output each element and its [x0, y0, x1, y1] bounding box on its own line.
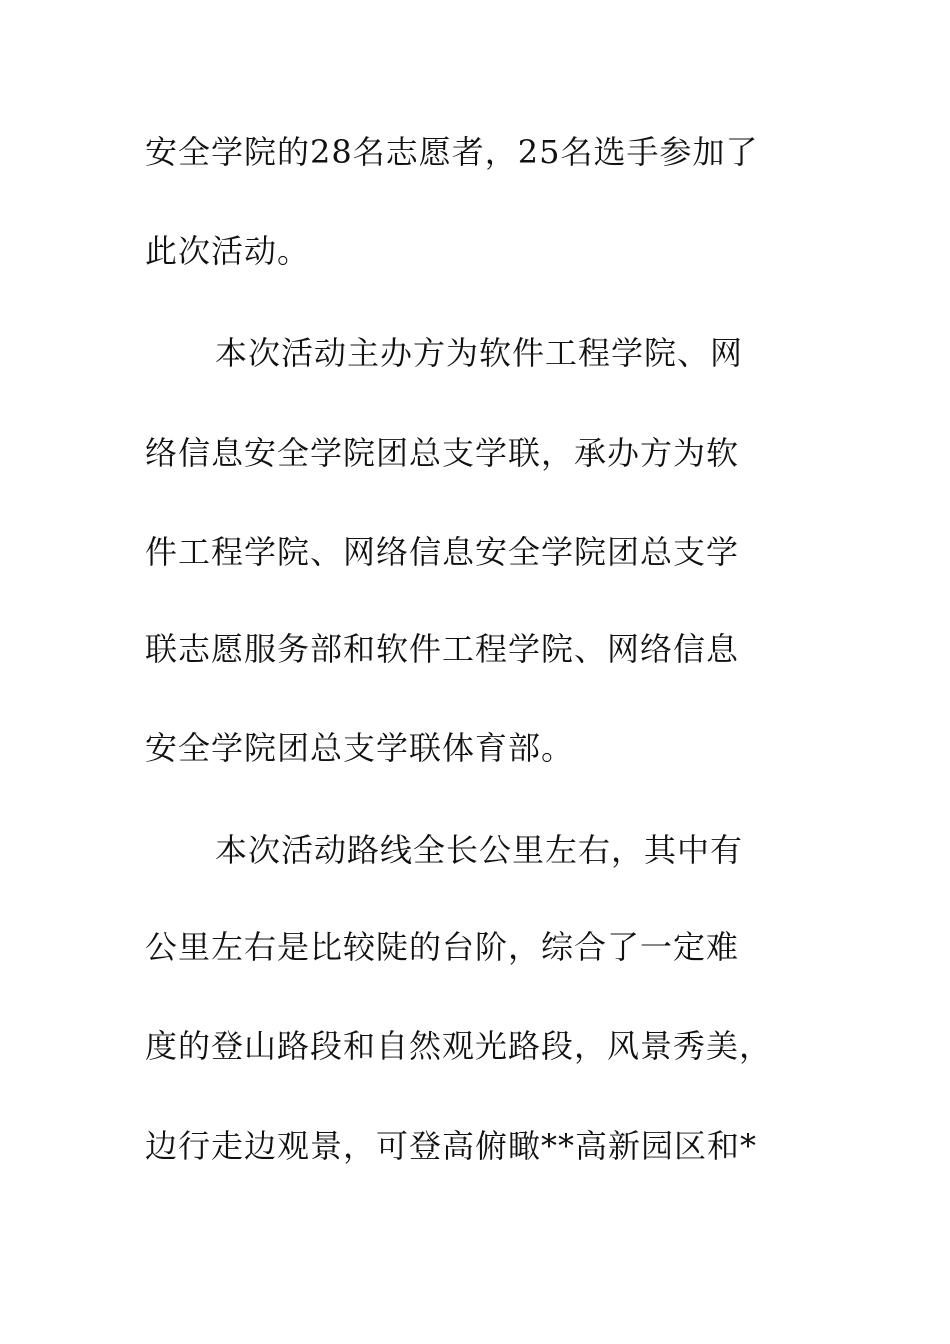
text-line: 度的登山路段和自然观光路段，风景秀美，	[145, 1027, 773, 1065]
paragraph-first-line: 本次活动主办方为软件工程学院、网	[215, 334, 744, 372]
text-line: 安全学院的28名志愿者，25名选手参加了	[145, 133, 759, 171]
paragraph-first-line: 本次活动路线全长公里左右，其中有	[215, 831, 744, 869]
text-line: 此次活动。	[145, 232, 311, 270]
text-line: 件工程学院、网络信息安全学院团总支学	[145, 533, 740, 571]
text-line: 联志愿服务部和软件工程学院、网络信息	[145, 630, 740, 668]
text-line: 边行走边观景，可登高俯瞰**高新园区和*	[145, 1127, 758, 1165]
text-line: 公里左右是比较陡的台阶，综合了一定难	[145, 928, 740, 966]
text-line: 络信息安全学院团总支学联，承办方为软	[145, 434, 740, 472]
text-line: 安全学院团总支学联体育部。	[145, 729, 575, 767]
